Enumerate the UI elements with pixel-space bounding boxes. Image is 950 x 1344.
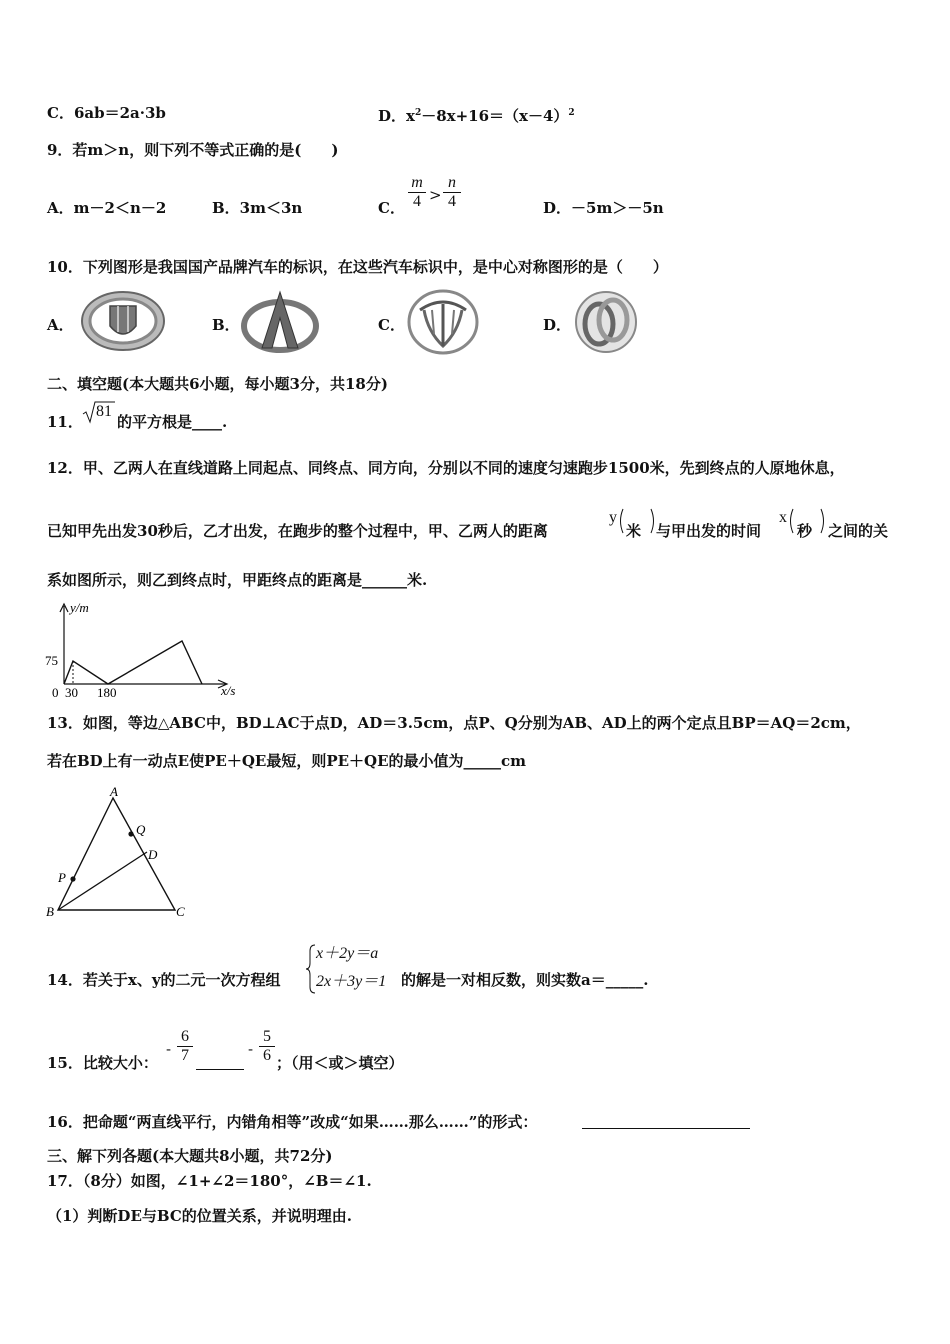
label-b: B xyxy=(46,904,54,919)
q11-text: 的平方根是____. xyxy=(117,413,228,431)
q15-fraction-5-6: $\frac{5}{6}$ xyxy=(259,1028,275,1065)
q14-equation-2: 2x＋3y＝1 xyxy=(316,973,387,990)
q15-fraction-6-7: $\frac{6}{7}$ xyxy=(177,1028,193,1065)
q12-unit-y: 米 xyxy=(626,522,642,540)
chart-ylabel: y/m xyxy=(70,600,89,615)
q9-option-c-label: C． xyxy=(378,199,405,217)
point-q xyxy=(128,831,133,836)
q9-fraction-m4: $\frac{m}{4}$ xyxy=(408,174,426,211)
q16-answer-blank[interactable] xyxy=(582,1128,750,1129)
q10-stem: 10．下列图形是我国国产品牌汽车的标识，在这些汽车标识中，是中心对称图形的是（ ） xyxy=(47,258,668,276)
q10-label-c: C． xyxy=(378,316,405,334)
chart-xlabel: x/s xyxy=(221,683,236,698)
q12-chart xyxy=(44,598,249,700)
label-d: D xyxy=(148,847,158,862)
chart-tick-x-30: 30 xyxy=(65,685,78,700)
q9-fraction-n4: $\frac{n}{4}$ xyxy=(443,174,461,211)
chart-tick-y-75: 75 xyxy=(45,653,58,668)
chart-tick-x-180: 180 xyxy=(97,685,117,700)
q13-triangle-figure xyxy=(40,786,200,922)
q10-label-d: D． xyxy=(543,316,572,334)
q14-suffix: 的解是一对相反数，则实数a＝_____. xyxy=(401,971,649,989)
q14-equation-1: x＋2y＝a xyxy=(316,945,379,962)
q12-line-2a: 已知甲先出发30秒后，乙才出发，在跑步的整个过程中，甲、乙两人的距离 xyxy=(47,522,548,540)
q12-line-1: 12．甲、乙两人在直线道路上同起点、同终点、同方向，分别以不同的速度匀速跑步1500米，先到终点的人原地休息， xyxy=(47,459,845,477)
q12-var-y: y xyxy=(609,509,617,526)
car-logo-a-icon xyxy=(80,290,166,352)
q9-gt-sign: > xyxy=(429,186,442,204)
q11-number: 11． xyxy=(47,413,83,431)
section-2-heading: 二、填空题(本大题共6小题，每小题3分，共18分) xyxy=(47,375,388,393)
q15-suffix: ；（用＜或＞填空） xyxy=(276,1054,404,1072)
q9-option-d: D．－5m＞－5n xyxy=(543,199,664,217)
q10-label-b: B． xyxy=(212,316,240,334)
label-p: P xyxy=(58,870,66,885)
q9-option-b: B．3m＜3n xyxy=(212,199,303,217)
point-p xyxy=(70,876,75,881)
q9-option-a: A．m－2＜n－2 xyxy=(47,199,167,217)
q12-unit-x: 秒 xyxy=(797,522,813,540)
q9-stem: 9．若m＞n，则下列不等式正确的是( ) xyxy=(47,141,339,159)
q13-line-1: 13．如图，等边△ABC中，BD⊥AC于点D，AD＝3.5cm，点P、Q分别为AB、AD上的两个定点且BP＝AQ＝2cm， xyxy=(47,714,861,732)
car-logo-b-icon xyxy=(240,288,320,354)
q8-option-d: D．$x^2-8x+16=(x-4)^2$ xyxy=(378,107,575,125)
q12-line-2b: 与甲出发的时间 xyxy=(656,522,762,540)
q10-label-a: A． xyxy=(47,316,74,334)
chart-series-line xyxy=(64,641,202,684)
q16-text: 16．把命题“两直线平行，内错角相等”改成“如果……那么……”的形式： xyxy=(47,1113,538,1131)
q14-prefix: 14．若关于x、y的二元一次方程组 xyxy=(47,971,281,989)
label-q: Q xyxy=(136,822,146,837)
label-c: C xyxy=(176,904,185,919)
q8-option-c: C．6ab＝2a·3b xyxy=(47,104,166,122)
chart-tick-x-0: 0 xyxy=(52,685,59,700)
q15-answer-blank[interactable] xyxy=(196,1069,244,1070)
car-logo-c-icon xyxy=(406,288,480,356)
label-a: A xyxy=(110,786,118,799)
q13-line-2: 若在BD上有一动点E使PE＋QE最短，则PE＋QE的最小值为_____cm xyxy=(47,752,527,770)
q15-minus-2: - xyxy=(248,1040,254,1058)
q11-radicand: 81 xyxy=(96,403,112,420)
triangle-abc xyxy=(58,798,175,910)
q12-line-2c: 之间的关 xyxy=(828,522,889,540)
q17-sub-1: （1）判断DE与BC的位置关系，并说明理由. xyxy=(47,1207,352,1225)
q12-line-3: 系如图所示，则乙到终点时，甲距终点的距离是______米. xyxy=(47,571,428,589)
q12-var-x: x xyxy=(779,509,787,526)
q15-prefix: 15．比较大小： xyxy=(47,1054,158,1072)
q15-minus-1: - xyxy=(166,1040,172,1058)
car-logo-d-icon xyxy=(574,290,638,354)
section-3-heading: 三、解下列各题(本大题共8小题，共72分) xyxy=(47,1147,333,1165)
q17-line-1: 17．（8分）如图，∠1+∠2＝180°，∠B＝∠1. xyxy=(47,1172,372,1190)
